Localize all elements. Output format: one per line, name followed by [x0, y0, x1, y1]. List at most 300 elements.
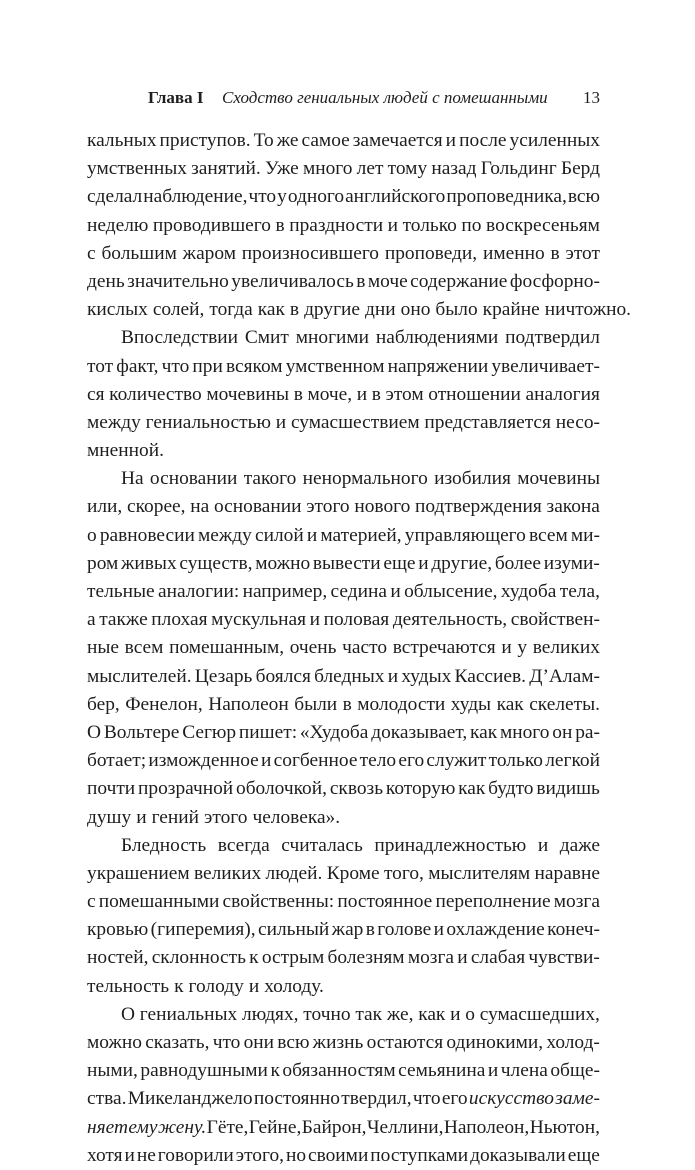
word: с: [87, 242, 96, 264]
word: часто: [342, 637, 388, 659]
text-line: [87, 522, 600, 550]
page-number: 13: [583, 88, 600, 107]
text-line: [87, 719, 600, 747]
word: после: [459, 130, 507, 151]
text-line: [87, 465, 600, 493]
word: великих: [532, 637, 600, 659]
word: мыслителям: [428, 862, 531, 884]
word: изобилия: [434, 468, 511, 490]
word: болезням: [327, 947, 405, 969]
word: и: [445, 130, 457, 151]
word: проповеди,: [384, 242, 478, 264]
word: говорили: [157, 1144, 234, 1166]
word: того,: [383, 862, 424, 884]
word: Д’Алам-: [529, 665, 600, 687]
word: служит: [426, 750, 487, 772]
text-line: [87, 832, 600, 860]
word: увеличивалось: [231, 270, 354, 292]
word: приступов.: [159, 130, 251, 151]
word: няет: [87, 1116, 128, 1138]
word: между: [87, 411, 141, 433]
word: боялся: [255, 665, 311, 687]
chapter-label: Глава I: [148, 88, 204, 107]
word: многими: [295, 327, 370, 349]
word: холоду.: [264, 975, 324, 997]
word: Ньютон,: [529, 1116, 600, 1138]
word: вывести: [312, 552, 381, 574]
word: нового: [354, 496, 411, 518]
word: жизнь: [312, 1032, 364, 1053]
word: с: [87, 891, 96, 913]
word: считалась: [281, 834, 363, 856]
word: только: [402, 214, 457, 236]
word: одинокими,: [446, 1032, 544, 1053]
word: этот: [565, 242, 600, 264]
word: украшением: [87, 862, 190, 884]
word: и: [309, 609, 321, 631]
word: увеличивает-: [491, 355, 600, 377]
word: к: [174, 975, 184, 997]
text-line: [87, 155, 600, 183]
word: еще: [567, 1144, 600, 1166]
word: оно: [400, 299, 431, 321]
word: другие: [304, 299, 360, 321]
word: ства.: [87, 1088, 127, 1110]
word: постоянно: [253, 1088, 340, 1110]
word: всю: [277, 1032, 310, 1053]
word: Сегюр: [182, 721, 237, 743]
word: много: [302, 158, 353, 180]
word: помешанными: [98, 891, 220, 913]
text-line: [87, 634, 600, 662]
word: воскресеньям: [486, 214, 600, 236]
word: и: [501, 637, 512, 659]
text-line: [87, 1114, 600, 1142]
text-line: [87, 944, 600, 972]
word: на: [190, 496, 210, 518]
word: другие,: [431, 552, 493, 574]
word: основании: [149, 468, 238, 490]
text-line: [87, 747, 600, 775]
word: скорее,: [127, 496, 186, 518]
word: этом: [385, 383, 424, 405]
word: своими: [307, 1144, 369, 1166]
word: человека».: [252, 806, 341, 828]
word: То: [253, 130, 274, 151]
word: английского: [345, 186, 446, 208]
word: охлаждение: [446, 919, 545, 941]
word: и: [433, 919, 444, 941]
word: но: [285, 1144, 307, 1166]
text-line: [87, 578, 600, 606]
word: мочевины: [517, 468, 600, 490]
word: в: [550, 242, 560, 264]
word: мускульная: [211, 609, 307, 631]
word: семьянина: [398, 1060, 486, 1082]
text-line: [87, 381, 600, 409]
word: фосфорно-: [509, 270, 600, 292]
word: день: [87, 270, 125, 292]
word: ные: [87, 637, 120, 659]
word: еще: [383, 552, 416, 574]
word: которую: [385, 778, 456, 800]
word: самое: [301, 130, 350, 151]
word: На: [121, 468, 144, 490]
word: только: [488, 750, 543, 772]
word: пишет:: [238, 721, 298, 743]
text-line: [87, 493, 600, 521]
word: голоду: [188, 975, 244, 997]
text-line: [87, 409, 600, 437]
text-line: [87, 1085, 600, 1113]
word: в: [293, 383, 303, 405]
word: в: [342, 693, 352, 715]
word: и: [418, 552, 429, 574]
word: лет: [356, 158, 384, 180]
word: изуми-: [543, 552, 600, 574]
word: худоба: [500, 581, 557, 602]
text-line: [87, 663, 600, 691]
word: факт,: [116, 355, 159, 377]
word: гений: [151, 806, 200, 828]
word: Кассиев.: [454, 665, 527, 687]
word: сквозь: [329, 778, 384, 800]
word: очень: [289, 637, 337, 659]
word: твердил,: [341, 1088, 412, 1110]
word: ненормального: [302, 468, 428, 490]
word: и: [124, 1144, 135, 1166]
word: сильный: [258, 919, 330, 941]
word: в: [371, 383, 381, 405]
word: бледных: [314, 665, 385, 687]
word: так: [355, 1003, 383, 1025]
word: его: [441, 1088, 468, 1110]
word: тело: [359, 750, 397, 772]
word: управляющего: [404, 524, 526, 546]
text-line: [87, 183, 600, 211]
word: моче,: [307, 383, 353, 405]
word: содержание: [410, 270, 508, 292]
word: изможденное: [148, 750, 259, 772]
word: Микеланджело: [127, 1088, 253, 1110]
word: значительно: [127, 270, 229, 292]
word: моче: [367, 270, 408, 292]
word: основании: [213, 496, 302, 518]
word: остаются: [366, 1032, 444, 1053]
running-head: [148, 86, 600, 110]
text-line: [87, 1142, 600, 1170]
word: о: [87, 524, 97, 546]
word: к: [249, 947, 259, 969]
text-line: [87, 916, 600, 944]
word: Гольдинг: [480, 158, 557, 180]
word: как: [257, 299, 285, 321]
word: умственных: [87, 158, 187, 180]
word: к: [270, 1060, 280, 1082]
word: свойствен-: [510, 609, 600, 631]
word: и: [261, 750, 272, 772]
text-line: [87, 212, 600, 240]
word: и: [537, 834, 549, 856]
word: и: [275, 411, 287, 433]
word: занятий.: [191, 158, 261, 180]
word: поступками: [370, 1144, 469, 1166]
word: он: [552, 721, 573, 743]
word: праздности: [289, 214, 384, 236]
word: мозга: [553, 891, 600, 913]
word: заме-: [555, 1088, 600, 1110]
word: в: [289, 299, 300, 321]
word: оболочкой,: [236, 778, 327, 800]
word: и: [450, 1003, 461, 1025]
word: ми-: [570, 524, 600, 546]
word: тот: [87, 355, 114, 377]
word: худых: [401, 665, 452, 687]
word: Вольтере: [103, 721, 180, 743]
word: сделал: [87, 186, 143, 208]
word: что: [161, 355, 190, 377]
word: кровью: [87, 919, 149, 941]
word: Фенелон,: [125, 693, 203, 715]
word: (гиперемия),: [150, 919, 256, 941]
word: сказать,: [145, 1032, 210, 1053]
word: равнодушными: [140, 1060, 268, 1082]
word: тельность: [87, 975, 170, 997]
word: этого,: [235, 1144, 284, 1166]
word: равновесии: [99, 524, 195, 546]
word: и: [356, 383, 368, 405]
word: по: [461, 214, 482, 236]
word: всяком: [225, 355, 283, 377]
word: видишь: [536, 778, 600, 800]
word: почти: [87, 778, 136, 800]
word: представляется: [424, 411, 551, 433]
word: назад: [431, 158, 477, 180]
word: между: [198, 524, 252, 546]
word: большим: [101, 242, 177, 264]
text-line: [87, 973, 600, 1001]
word: хотя: [87, 1144, 123, 1166]
word: произносившего: [241, 242, 379, 264]
word: бер,: [87, 693, 120, 715]
word: более: [494, 552, 542, 574]
word: аналогия: [525, 383, 600, 405]
word: мненной.: [87, 440, 164, 462]
word: гениальностью: [145, 411, 271, 433]
word: душу: [87, 806, 132, 828]
text-line: [87, 691, 600, 719]
word: ра-: [575, 721, 600, 743]
word: много: [499, 721, 550, 743]
word: тельные: [87, 581, 155, 602]
word: голове: [377, 919, 432, 941]
word: слабая: [470, 947, 526, 969]
word: например,: [242, 581, 328, 602]
word: материей,: [320, 524, 402, 546]
word: Берд: [560, 158, 600, 180]
word: не: [136, 1144, 156, 1166]
word: в: [356, 270, 366, 292]
word: Уже: [264, 158, 299, 180]
word: Гёте,: [206, 1116, 249, 1138]
text-line: [87, 775, 600, 803]
word: и: [387, 214, 399, 236]
word: сумасшедших,: [479, 1003, 600, 1025]
word: обще-: [550, 1060, 600, 1082]
word: жаром: [182, 242, 236, 264]
word: встречаются: [392, 637, 496, 659]
word: проводившего: [152, 214, 271, 236]
word: доказывали: [470, 1144, 566, 1166]
word: отношении: [428, 383, 521, 405]
word: мочевины: [206, 383, 290, 405]
word: кислых: [87, 299, 148, 321]
word: ничтожно.: [544, 299, 632, 321]
word: облысение,: [404, 581, 498, 602]
word: О: [121, 1003, 136, 1025]
word: можно: [87, 1032, 142, 1053]
word: умственном: [285, 355, 385, 377]
word: О: [87, 721, 102, 743]
word: жар: [331, 919, 364, 941]
word: они: [243, 1032, 275, 1053]
word: обязанностям: [282, 1060, 396, 1082]
word: мыслителей.: [87, 665, 192, 687]
word: Впоследствии: [121, 327, 238, 349]
text-line: [87, 888, 600, 916]
word: седина: [330, 581, 387, 602]
text-line: [87, 437, 600, 465]
text-line: [87, 268, 600, 296]
word: и: [387, 665, 399, 687]
word: наблюдение,: [143, 186, 248, 208]
word: были: [294, 693, 338, 715]
word: при: [192, 355, 223, 377]
word: плохая: [151, 609, 208, 631]
text-line: [87, 1001, 600, 1029]
word: его: [398, 750, 425, 772]
word: склонность: [151, 947, 246, 969]
word: всегда: [217, 834, 270, 856]
word: солей,: [152, 299, 205, 321]
text-line: [87, 353, 600, 381]
body-text: [87, 127, 632, 1170]
word: Смит: [244, 327, 289, 349]
word: великих: [193, 862, 262, 884]
word: холод-: [546, 1032, 600, 1053]
word: кальных: [87, 130, 157, 151]
word: что: [412, 1088, 441, 1110]
word: Байрон,: [301, 1116, 367, 1138]
word: же,: [386, 1003, 414, 1025]
word: всем: [528, 524, 568, 546]
word: ся: [87, 383, 105, 405]
word: напряжении: [387, 355, 489, 377]
word: людей.: [265, 862, 323, 884]
word: принадлежностью: [374, 834, 527, 856]
word: тому: [387, 158, 428, 180]
word: и: [248, 975, 260, 997]
word: одного: [287, 186, 345, 208]
word: усиленных: [509, 130, 600, 151]
word: и: [457, 947, 468, 969]
word: всем: [124, 637, 164, 659]
text-line: [87, 127, 600, 155]
word: искусство: [468, 1088, 554, 1110]
word: наблюдениями: [375, 327, 499, 349]
word: и: [136, 806, 147, 828]
word: наравне: [534, 862, 600, 884]
word: закона: [546, 496, 600, 518]
word: живых: [121, 552, 177, 574]
word: подтверждения: [415, 496, 542, 518]
word: половая: [323, 609, 390, 631]
word: и: [306, 524, 318, 546]
word: такого: [243, 468, 297, 490]
word: в: [275, 214, 285, 236]
text-line: [87, 1029, 600, 1057]
text-line: [87, 1057, 600, 1085]
word: проповедника,: [446, 186, 567, 208]
word: людях,: [242, 1003, 299, 1025]
word: острым: [261, 947, 325, 969]
word: же: [276, 130, 299, 151]
word: «Худоба: [299, 721, 369, 743]
word: доказывает,: [371, 721, 468, 743]
word: силой: [255, 524, 304, 546]
word: Кроме: [326, 862, 380, 884]
word: неделю: [87, 214, 149, 236]
word: и: [390, 581, 401, 602]
word: подтвердил: [505, 327, 600, 349]
word: точно: [303, 1003, 351, 1025]
word: несо-: [555, 411, 600, 433]
word: о: [465, 1003, 475, 1025]
word: худы: [450, 693, 492, 715]
word: также: [99, 609, 148, 631]
chapter-title: Сходство гениальных людей с помешанными: [222, 88, 548, 107]
word: деятельность,: [392, 609, 508, 631]
word: или,: [87, 496, 123, 518]
text-line: [87, 296, 632, 324]
word: этого: [204, 806, 248, 828]
word: что: [212, 1032, 241, 1053]
word: ными,: [87, 1060, 138, 1082]
word: что: [248, 186, 277, 208]
word: мозга: [407, 947, 454, 969]
word: дни: [365, 299, 396, 321]
word: было: [435, 299, 478, 321]
word: ностей,: [87, 947, 149, 969]
text-line: [87, 860, 600, 888]
word: у: [517, 637, 528, 659]
word: в: [365, 919, 375, 941]
word: и: [487, 1060, 499, 1082]
word: Челлини,: [366, 1116, 444, 1138]
text-line: [87, 550, 600, 578]
word: помешанным,: [169, 637, 285, 659]
word: а: [87, 609, 96, 631]
word: можно: [255, 552, 311, 574]
word: ботает;: [87, 750, 147, 772]
word: постоянное: [337, 891, 433, 913]
word: тела,: [559, 581, 600, 602]
word: жену.: [157, 1116, 207, 1138]
word: существ,: [179, 552, 253, 574]
word: Бледность: [121, 834, 207, 856]
text-line: [87, 804, 600, 832]
word: Цезарь: [194, 665, 253, 687]
